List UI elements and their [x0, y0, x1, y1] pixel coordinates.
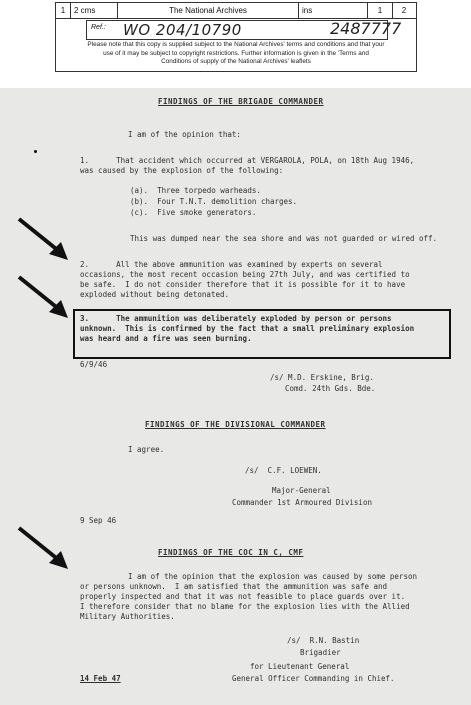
header-cell-cms: 2 cms — [70, 3, 118, 18]
header-cell-ins: ins — [298, 3, 368, 18]
coc-line: Military Authorities. — [80, 612, 175, 621]
coc-title: General Officer Commanding in Chief. — [232, 674, 395, 683]
archive-header — [55, 2, 417, 72]
reference-box — [86, 19, 402, 40]
reference-number: 2487777 — [330, 19, 402, 38]
arrow-icon — [16, 525, 72, 571]
ink-dot — [34, 150, 37, 153]
brigade-signature-title: Comd. 24th Gds. Bde. — [285, 384, 376, 393]
brigade-p1-line: was caused by the explosion of the following: — [80, 166, 284, 175]
brigade-p3-line: unknown. This is confirmed by the fact that a small preliminary explosion — [80, 324, 415, 333]
brigade-p3-line: was heard and a fire was seen burning. — [80, 334, 252, 343]
divisional-command: Commander 1st Armoured Division — [232, 498, 372, 507]
brigade-item: (b). Four T.N.T. demolition charges. — [130, 197, 298, 206]
brigade-p2-line: 2. All the above ammunition was examined by experts on several — [80, 260, 383, 269]
brigade-p2-line: occasions, the most recent occasion being 27th July, and was certified to — [80, 270, 410, 279]
brigade-heading: FINDINGS OF THE BRIGADE COMMANDER — [158, 97, 324, 106]
header-cell-1: 1 — [56, 3, 71, 18]
brigade-p2-line: exploded without being detonated. — [80, 290, 230, 299]
brigade-p2-line: be safe. I do not consider therefore that it is possible for it to have — [80, 280, 406, 289]
archive-name: The National Archives — [118, 3, 299, 18]
divisional-heading: FINDINGS OF THE DIVISIONAL COMMANDER — [145, 420, 326, 429]
coc-line: I therefore consider that no blame for the explosion lies with the Allied — [80, 602, 410, 611]
coc-line: properly inspected and that it was not feasible to place guards over it. — [80, 592, 406, 601]
coc-rank: Brigadier — [300, 648, 341, 657]
arrow-icon — [16, 216, 72, 262]
reference-row — [66, 20, 406, 40]
brigade-item: (a). Three torpedo warheads. — [130, 186, 261, 195]
coc-for: for Lieutenant General — [250, 662, 350, 671]
reference-handwritten: WO 204/10790 — [123, 21, 242, 39]
brigade-intro: I am of the opinion that: — [128, 130, 241, 139]
copyright-notice — [64, 41, 408, 67]
coc-heading: FINDINGS OF THE COC IN C, CMF — [158, 548, 304, 557]
brigade-signature: /s/ M.D. Erskine, Brig. — [270, 373, 374, 382]
brigade-dumped-note: This was dumped near the sea shore and was not guarded or wired off. — [130, 234, 438, 243]
notice-line: Conditions of supply of the National Archives' leaflets — [161, 58, 311, 66]
brigade-date: 6/9/46 — [80, 360, 108, 369]
divisional-signature: /s/ C.F. LOEWEN. — [245, 466, 322, 475]
header-cell-5: 1 — [368, 3, 393, 18]
coc-line: or persons unknown. I am satisfied that the ammunition was safe and — [80, 582, 388, 591]
notice-line: Please note that this copy is supplied subject to the National Archives' terms and conditions and that your — [87, 41, 385, 48]
divisional-date: 9 Sep 46 — [80, 516, 117, 525]
divisional-agree: I agree. — [128, 445, 165, 454]
typed-document — [0, 88, 471, 705]
notice-line: use of it may be subject to copyright restrictions. Further information is given in the 'Terms and — [103, 49, 369, 57]
brigade-item: (c). Five smoke generators. — [130, 208, 257, 217]
header-cell-6: 2 — [401, 6, 407, 15]
reference-label: Ref.: — [91, 24, 106, 31]
divisional-rank: Major-General — [272, 486, 331, 495]
brigade-p3-line: 3. The ammunition was deliberately exploded by person or persons — [80, 314, 392, 323]
coc-date: 14 Feb 47 — [80, 674, 121, 683]
coc-signature: /s/ R.N. Bastin — [287, 636, 360, 645]
header-scale-row — [56, 3, 416, 19]
coc-line: I am of the opinion that the explosion was caused by some person — [128, 572, 417, 581]
brigade-p1-line: 1. That accident which occurred at VERGAROLA, POLA, on 18th Aug 1946, — [80, 156, 415, 165]
arrow-icon — [16, 274, 72, 320]
